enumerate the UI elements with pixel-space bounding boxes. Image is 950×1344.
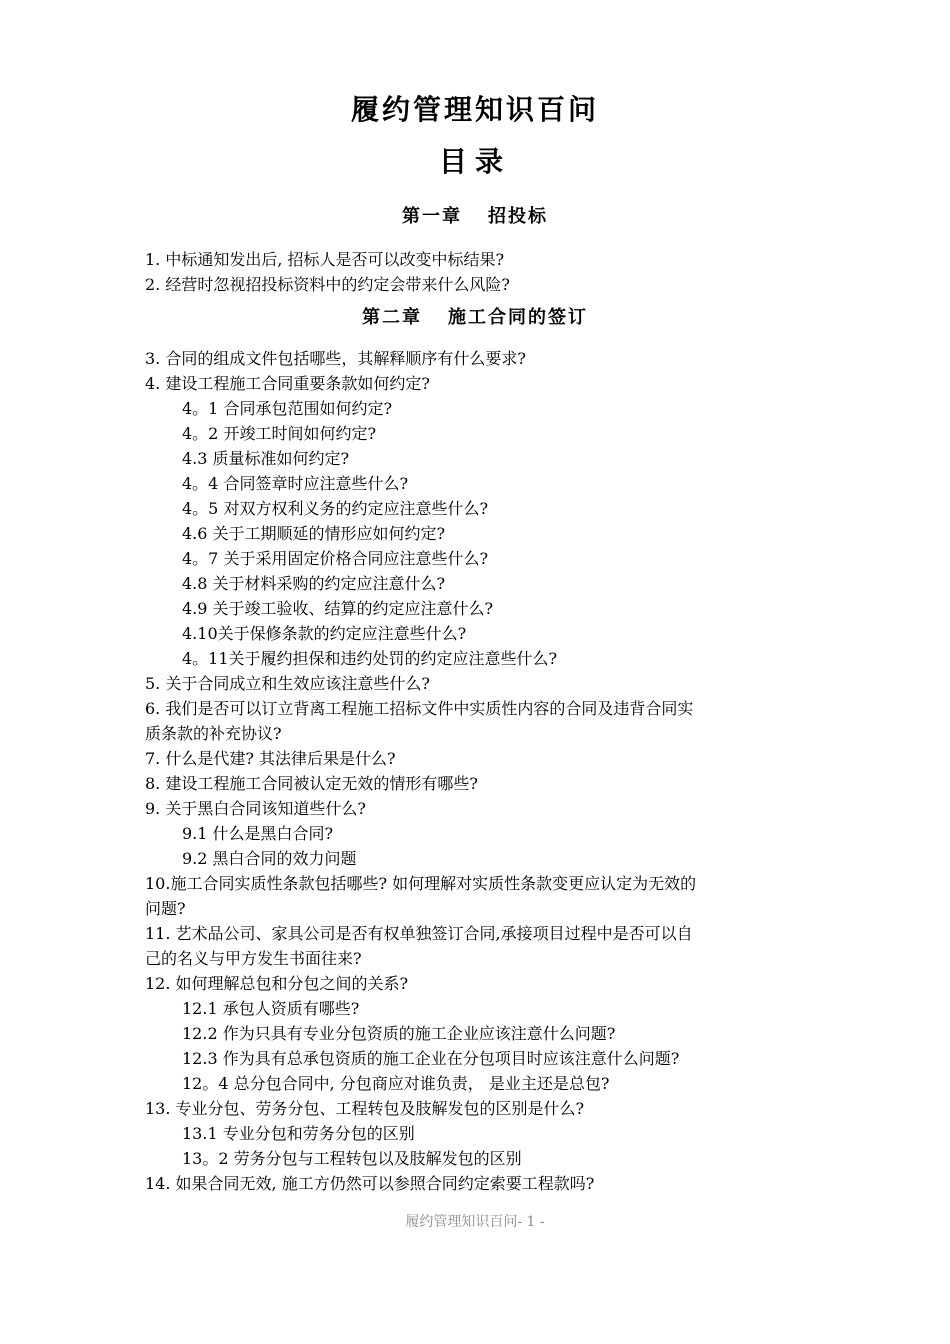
toc-entry: 2. 经营时忽视招投标资料中的约定会带来什么风险? — [145, 275, 510, 294]
toc-subentry: 4。4 合同签章时应注意些什么? — [182, 474, 409, 493]
toc-entry-continuation: 问题? — [145, 899, 186, 918]
toc-subentry: 9.2 黑白合同的效力问题 — [182, 849, 357, 868]
page-title: 履约管理知识百问 — [350, 93, 599, 126]
toc-subentry: 4。2 开竣工时间如何约定? — [182, 424, 377, 443]
toc-entry: 14. 如果合同无效, 施工方仍然可以参照合同约定索要工程款吗? — [145, 1174, 595, 1193]
toc-subentry: 13。2 劳务分包与工程转包以及肢解发包的区别 — [182, 1149, 522, 1168]
toc-entry: 6. 我们是否可以订立背离工程施工招标文件中实质性内容的合同及违背合同实 — [145, 699, 694, 718]
toc-subentry: 12.3 作为具有总承包资质的施工企业在分包项目时应该注意什么问题? — [182, 1049, 680, 1068]
toc-entry: 12. 如何理解总包和分包之间的关系? — [145, 974, 409, 993]
toc-entry: 4. 建设工程施工合同重要条款如何约定? — [145, 374, 430, 393]
toc-entry-continuation: 己的名义与甲方发生书面往来? — [145, 949, 362, 968]
toc-subentry: 12.1 承包人资质有哪些? — [182, 999, 360, 1018]
toc-subentry: 9.1 什么是黑白合同? — [182, 824, 334, 843]
toc-subentry: 4.9 关于竣工验收、结算的约定应注意什么? — [182, 599, 494, 618]
toc-entry: 1. 中标通知发出后, 招标人是否可以改变中标结果? — [145, 250, 505, 269]
chapter-title: 施工合同的签订 — [448, 307, 588, 328]
toc-entry: 7. 什么是代建? 其法律后果是什么? — [145, 749, 396, 768]
toc-subentry: 4。5 对双方权利义务的约定应注意些什么? — [182, 499, 489, 518]
toc-entry: 11. 艺术品公司、家具公司是否有权单独签订合同,承接项目过程中是否可以自 — [145, 924, 693, 943]
chapter-1-heading — [0, 204, 950, 230]
toc-subentry: 4.6 关于工期顺延的情形应如何约定? — [182, 524, 446, 543]
toc-subentry: 4.10关于保修条款的约定应注意些什么? — [182, 624, 467, 643]
toc-entry: 8. 建设工程施工合同被认定无效的情形有哪些? — [145, 774, 478, 793]
toc-entry-continuation: 质条款的补充协议? — [145, 724, 282, 743]
chapter-title: 招投标 — [488, 206, 548, 227]
page-footer: 履约管理知识百问- 1 - — [405, 1214, 545, 1230]
toc-subentry: 4.3 质量标准如何约定? — [182, 449, 350, 468]
toc-entry: 5. 关于合同成立和生效应该注意些什么? — [145, 674, 430, 693]
toc-subentry: 12.2 作为只具有专业分包资质的施工企业应该注意什么问题? — [182, 1024, 616, 1043]
chapter-number: 第二章 — [362, 307, 422, 328]
toc-subentry: 13.1 专业分包和劳务分包的区别 — [182, 1124, 415, 1143]
toc-entry: 10.施工合同实质性条款包括哪些? 如何理解对实质性条款变更应认定为无效的 — [145, 874, 697, 893]
toc-subentry: 4.8 关于材料采购的约定应注意什么? — [182, 574, 446, 593]
toc-heading: 目录 — [438, 145, 511, 178]
toc-entry: 9. 关于黑白合同该知道些什么? — [145, 799, 366, 818]
toc-subentry: 4。11关于履约担保和违约处罚的约定应注意些什么? — [182, 649, 558, 668]
toc-subentry: 12。4 总分包合同中, 分包商应对谁负责， 是业主还是总包? — [182, 1074, 610, 1093]
chapter-2-heading — [0, 305, 950, 331]
chapter-number: 第一章 — [402, 206, 462, 227]
toc-entry: 13. 专业分包、劳务分包、工程转包及肢解发包的区别是什么? — [145, 1099, 585, 1118]
toc-subentry: 4。1 合同承包范围如何约定? — [182, 399, 393, 418]
toc-entry: 3. 合同的组成文件包括哪些，其解释顺序有什么要求? — [145, 349, 526, 368]
toc-subentry: 4。7 关于采用固定价格合同应注意些什么? — [182, 549, 489, 568]
